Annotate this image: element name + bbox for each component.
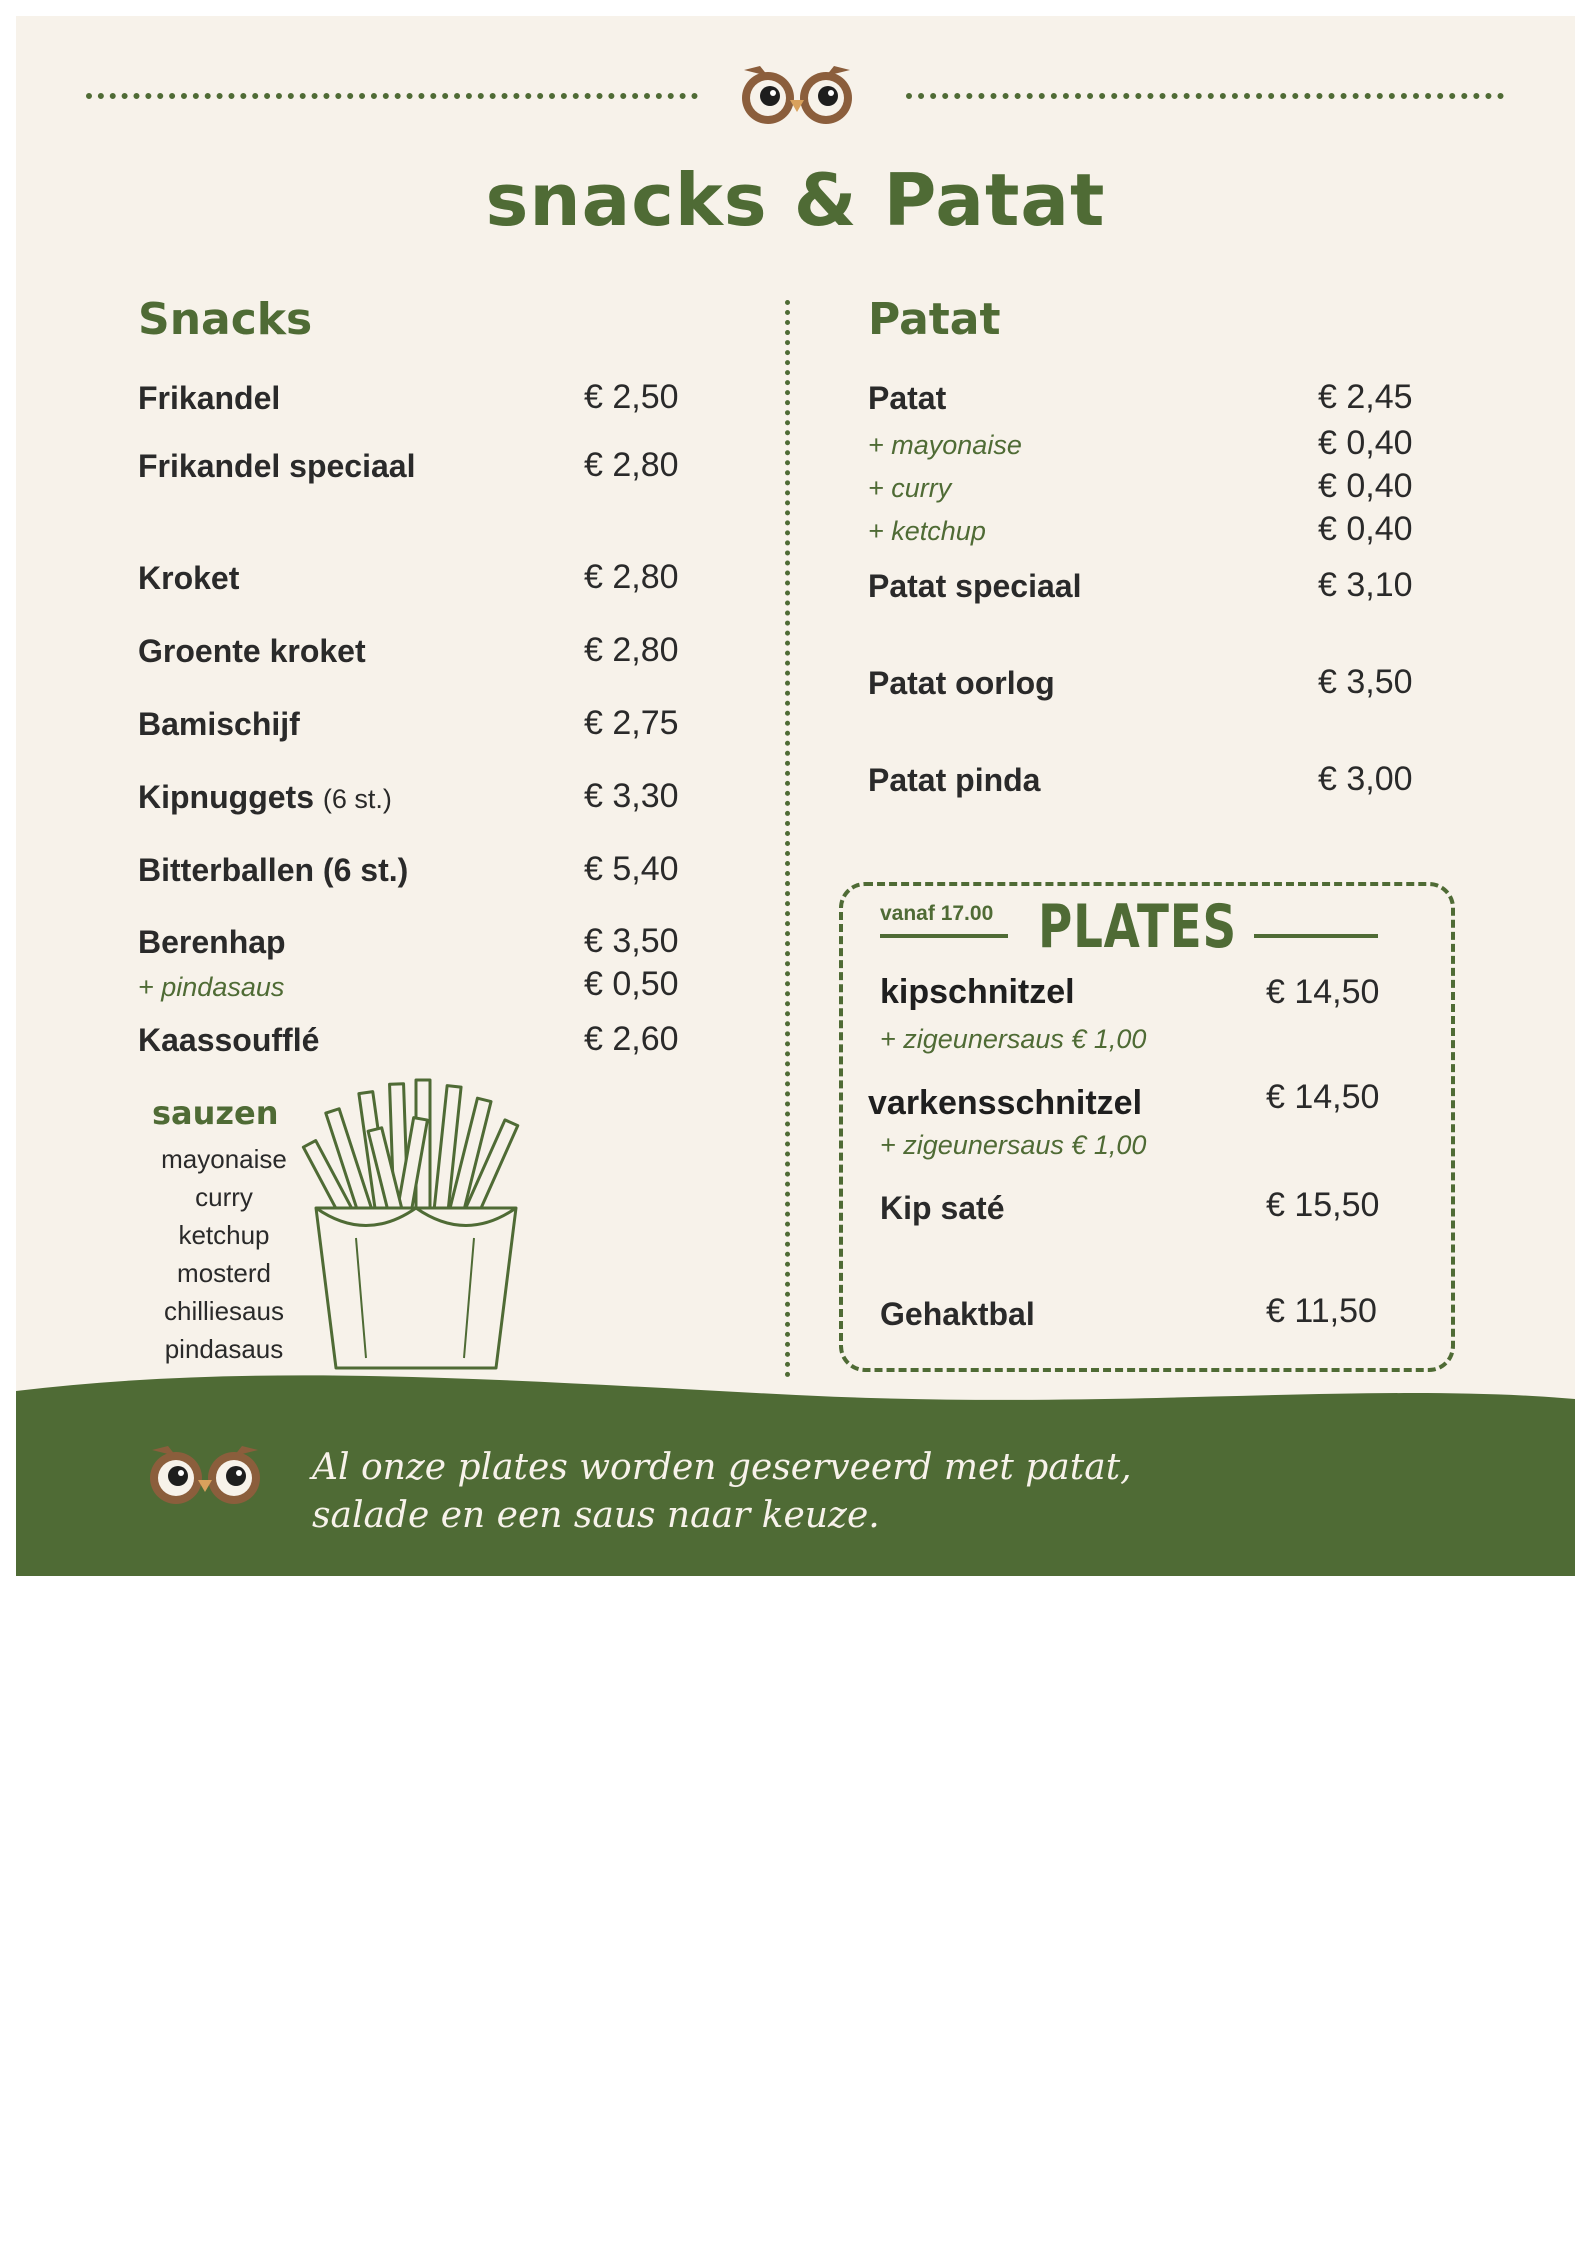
menu-item-bitterballen: Bitterballen (6 st.) (138, 852, 409, 888)
menu-item-bamischijf: Bamischijf (138, 706, 300, 742)
list-item: ketchup (178, 1220, 270, 1250)
price-addon-curry: € 0,40 (1318, 467, 1413, 505)
footer-line-1: Al onze plates worden geserveerd met patat, (312, 1447, 1132, 1488)
price-kaassouffle: € 2,60 (584, 1020, 679, 1058)
price-kroket: € 2,80 (584, 558, 679, 596)
menu-item-patat-oorlog: Patat oorlog (868, 665, 1055, 701)
dotted-divider-left (86, 93, 698, 99)
addon-mayonaise: + mayonaise (868, 430, 1022, 460)
plates-rule-right (1254, 934, 1378, 938)
plate-kipschnitzel: kipschnitzel (880, 973, 1075, 1011)
price-addon-mayonaise: € 0,40 (1318, 424, 1413, 462)
page-title: snacks & Patat (485, 158, 1106, 242)
price-frikandel-speciaal: € 2,80 (584, 446, 679, 484)
price-berenhap: € 3,50 (584, 922, 679, 960)
price-kip-sate: € 15,50 (1266, 1186, 1380, 1224)
price-frikandel: € 2,50 (584, 378, 679, 416)
plates-vanaf-label: vanaf 17.00 (880, 902, 994, 925)
list-item: pindasaus (164, 1334, 284, 1364)
price-addon-ketchup: € 0,40 (1318, 510, 1413, 548)
dotted-divider-right (906, 93, 1504, 99)
fries-illustration (296, 1078, 536, 1378)
list-item: mosterd (177, 1258, 271, 1288)
price-patat: € 2,45 (1318, 378, 1413, 416)
menu-item-patat-speciaal: Patat speciaal (868, 568, 1082, 604)
column-divider (785, 300, 790, 1378)
menu-item-groente-kroket: Groente kroket (138, 633, 366, 669)
menu-item-kaassouffle: Kaassoufflé (138, 1022, 320, 1058)
price-patat-speciaal: € 3,10 (1318, 566, 1413, 604)
menu-item-patat-pinda: Patat pinda (868, 762, 1041, 798)
price-patat-pinda: € 3,00 (1318, 760, 1413, 798)
plates-heading: PLATES (1038, 892, 1237, 962)
sauzen-list (134, 1140, 314, 1368)
price-kipnuggets: € 3,30 (584, 777, 679, 815)
menu-item-frikandel: Frikandel (138, 380, 281, 416)
menu-item-frikandel-speciaal: Frikandel speciaal (138, 448, 416, 484)
plate-kipschnitzel-note: + zigeunersaus € 1,00 (880, 1024, 1147, 1054)
price-kipschnitzel: € 14,50 (1266, 973, 1380, 1011)
patat-heading: Patat (868, 294, 1001, 345)
price-addon-pindasaus: € 0,50 (584, 965, 679, 1003)
plates-rule-left (880, 934, 1008, 938)
price-gehaktbal: € 11,50 (1266, 1292, 1377, 1330)
footer-text (312, 1444, 1132, 1540)
owl-eyes-icon (738, 60, 856, 130)
plate-varkensschnitzel: varkensschnitzel (868, 1084, 1143, 1122)
menu-item-kroket: Kroket (138, 560, 240, 596)
kipnuggets-note: (6 st.) (322, 784, 392, 814)
addon-pindasaus: + pindasaus (138, 972, 285, 1002)
addon-curry: + curry (868, 473, 952, 503)
kipnuggets-name: Kipnuggets (138, 779, 314, 815)
plate-varkensschnitzel-note: + zigeunersaus € 1,00 (880, 1130, 1147, 1160)
menu-item-patat: Patat (868, 380, 947, 416)
plate-kip-sate: Kip saté (880, 1190, 1005, 1226)
plate-gehaktbal: Gehaktbal (880, 1296, 1035, 1332)
menu-item-kipnuggets (138, 779, 392, 816)
list-item: chilliesaus (164, 1296, 284, 1326)
price-groente-kroket: € 2,80 (584, 631, 679, 669)
owl-eyes-icon (146, 1440, 264, 1510)
snacks-heading: Snacks (138, 294, 313, 345)
price-bamischijf: € 2,75 (584, 704, 679, 742)
menu-item-berenhap: Berenhap (138, 924, 286, 960)
list-item: curry (195, 1182, 253, 1212)
sauzen-heading: sauzen (152, 1094, 279, 1132)
menu-page (16, 16, 1575, 1576)
footer-line-2: salade en een saus naar keuze. (312, 1495, 880, 1536)
price-varkensschnitzel: € 14,50 (1266, 1078, 1380, 1116)
price-patat-oorlog: € 3,50 (1318, 663, 1413, 701)
addon-ketchup: + ketchup (868, 516, 986, 546)
list-item: mayonaise (161, 1144, 287, 1174)
price-bitterballen: € 5,40 (584, 850, 679, 888)
